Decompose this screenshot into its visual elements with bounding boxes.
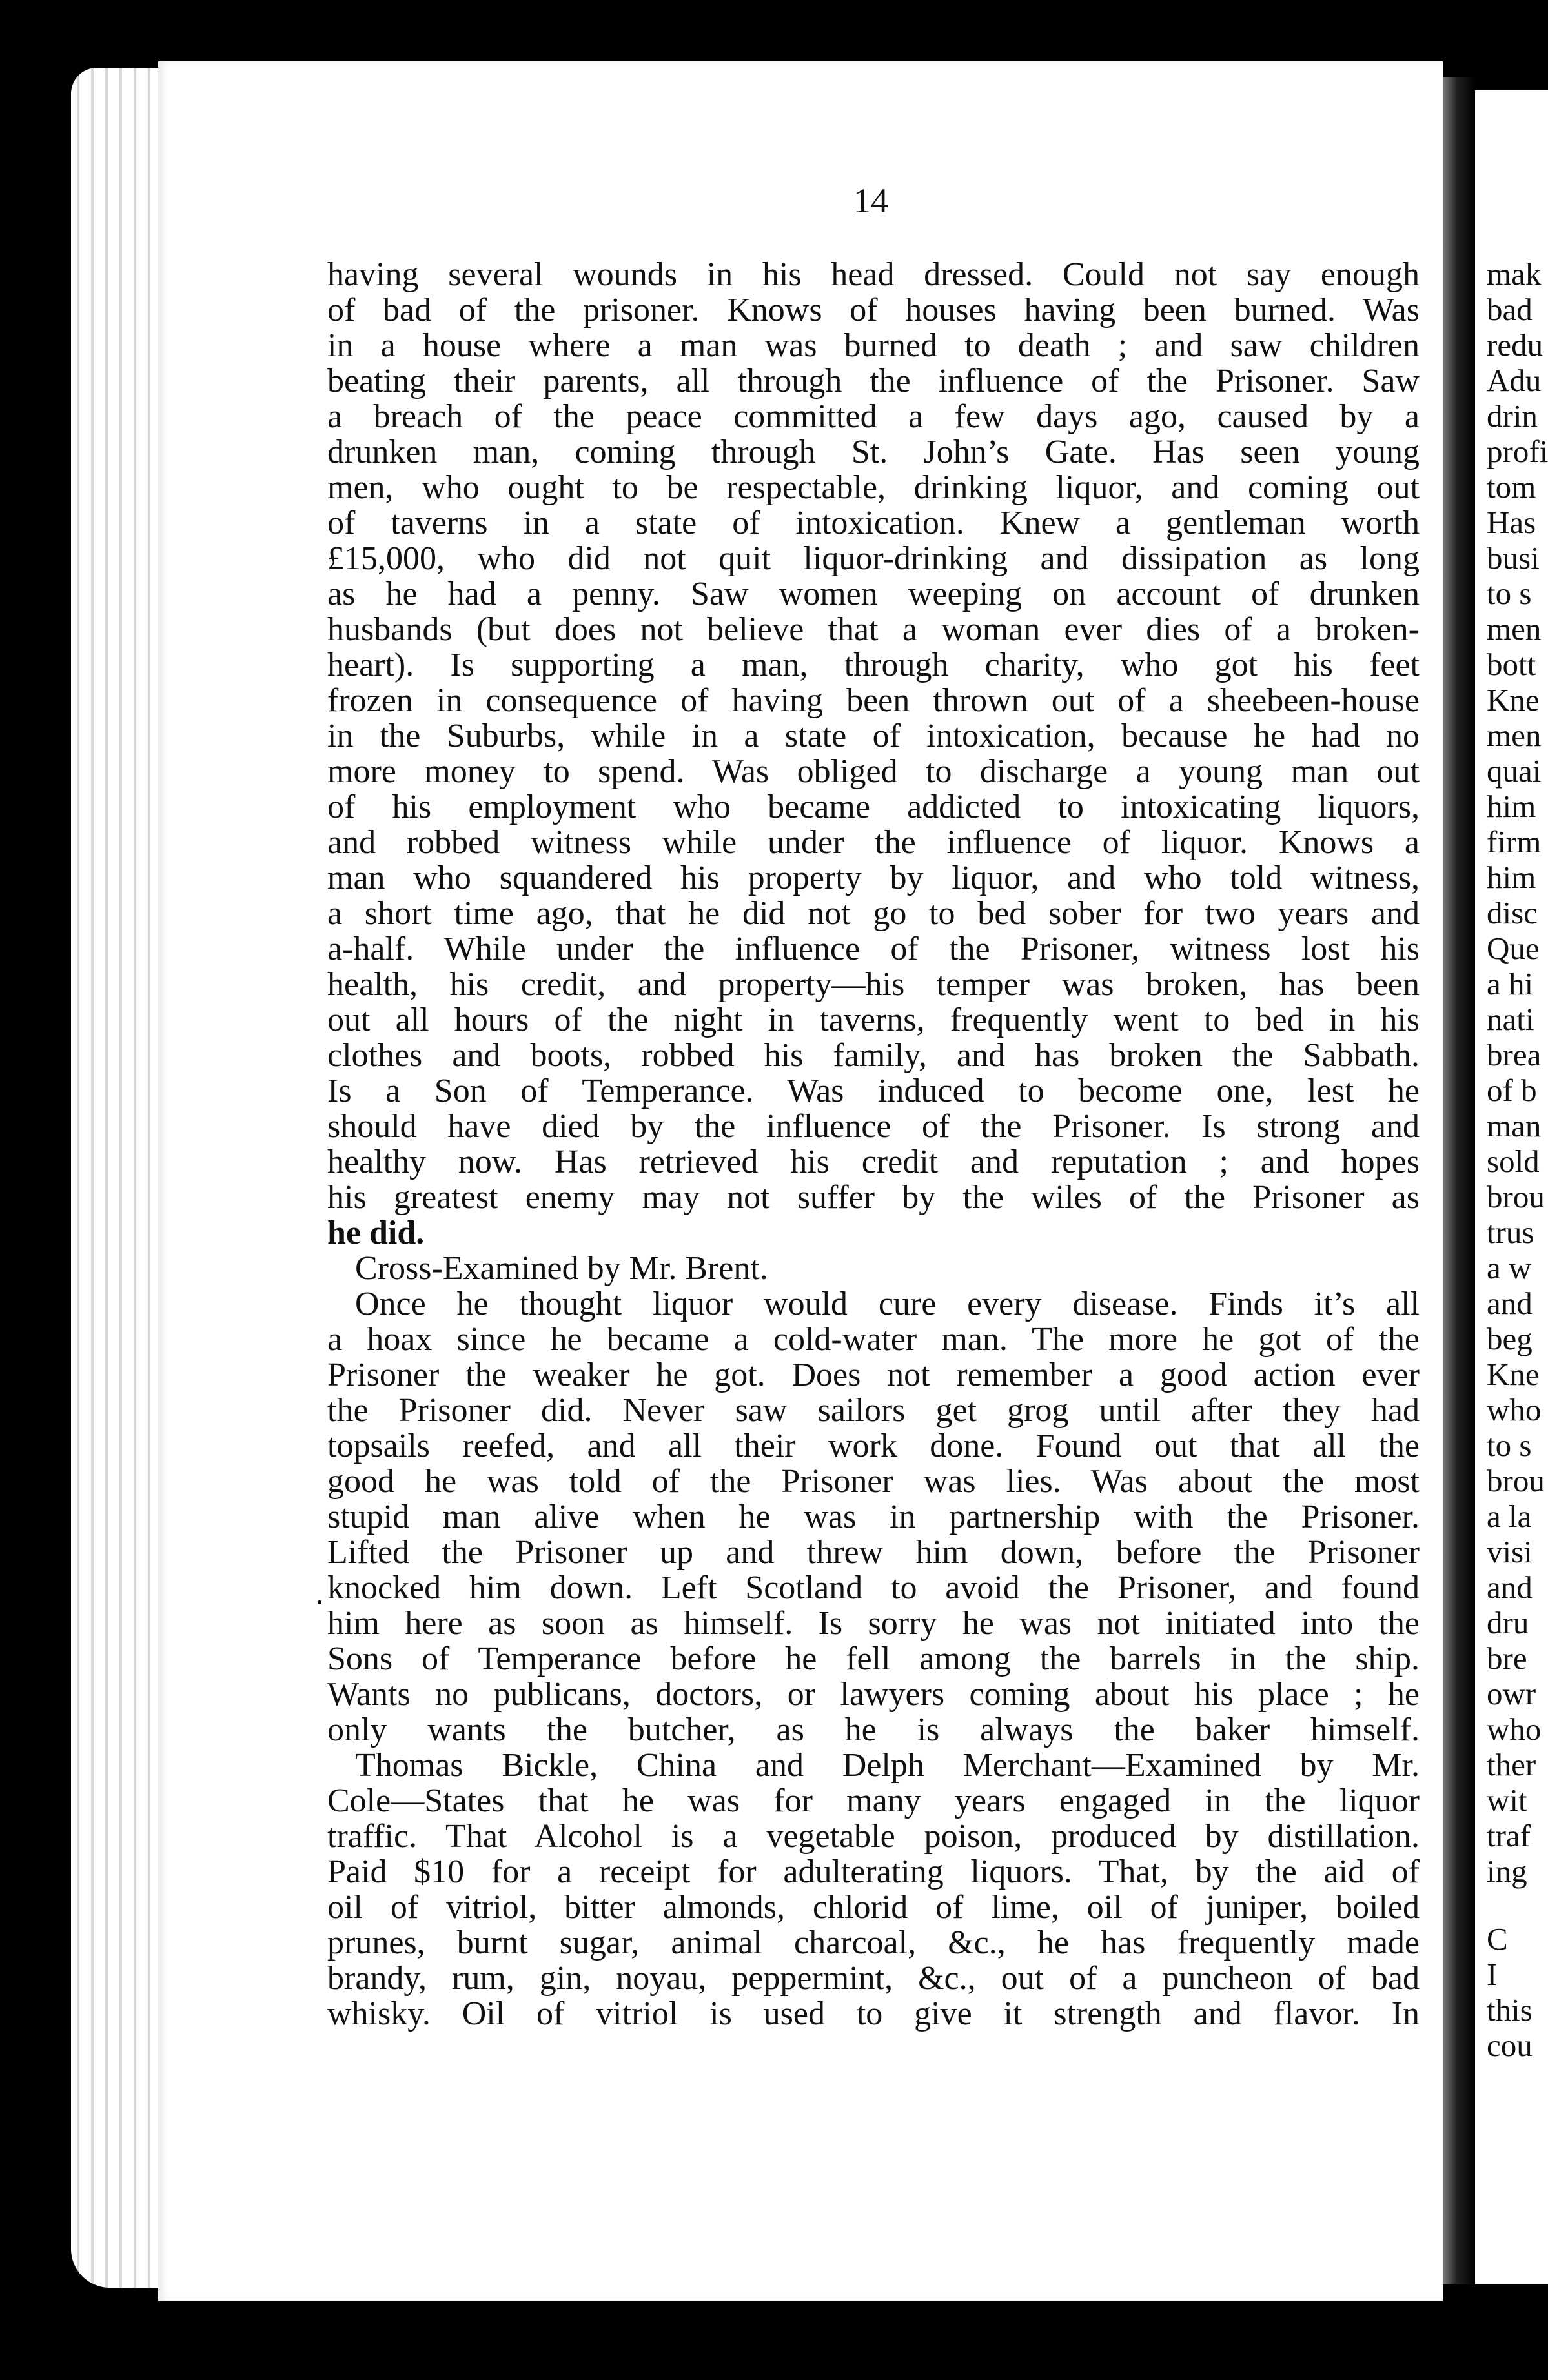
- text-line: his greatest enemy may not suffer by the wiles of the Prisoner as: [327, 1179, 1420, 1216]
- facing-page-line: visi: [1487, 1534, 1533, 1569]
- facing-page-line: cou: [1487, 2028, 1533, 2063]
- text-line: of his employment who became addicted to intoxicating liquors,: [327, 789, 1420, 825]
- text-line: and robbed witness while under the influence of liquor. Knows a: [327, 824, 1420, 861]
- text-line: men, who ought to be respectable, drinking liquor, and coming out: [327, 469, 1420, 506]
- text-line: oil of vitriol, bitter almonds, chlorid of lime, oil of juniper, boiled: [327, 1889, 1420, 1926]
- facing-page-line: dru: [1487, 1605, 1529, 1640]
- text-line: beating their parents, all through the influence of the Prisoner. Saw: [327, 363, 1420, 399]
- facing-page-line: ing: [1487, 1853, 1527, 1889]
- facing-page-line: Kne: [1487, 682, 1540, 718]
- text-line: traffic. That Alcohol is a vegetable poison, produced by distillation.: [327, 1818, 1420, 1855]
- facing-page-line: sold: [1487, 1144, 1540, 1179]
- facing-page-line: men: [1487, 718, 1542, 753]
- text-line: Lifted the Prisoner up and threw him down, before the Prisoner: [327, 1534, 1420, 1571]
- text-line: whisky. Oil of vitriol is used to give it strength and flavor. In: [327, 1995, 1420, 2032]
- text-line: health, his credit, and property—his temper was broken, has been: [327, 966, 1420, 1003]
- facing-page-line: beg: [1487, 1321, 1533, 1356]
- facing-page-line: mak: [1487, 256, 1542, 292]
- facing-page-line: wit: [1487, 1782, 1527, 1818]
- text-line: good he was told of the Prisoner was lies. Was about the most: [327, 1463, 1420, 1500]
- text-line: he did.: [327, 1215, 425, 1251]
- facing-page-line: profi: [1487, 434, 1548, 469]
- facing-page-line: him: [1487, 860, 1536, 895]
- text-line: him here as soon as himself. Is sorry he was not initiated into the: [327, 1605, 1420, 1642]
- facing-page-line: trus: [1487, 1215, 1534, 1250]
- text-line: should have died by the influence of the Prisoner. Is strong and: [327, 1108, 1420, 1145]
- text-line: stupid man alive when he was in partnership with the Prisoner.: [327, 1498, 1420, 1535]
- facing-page-line: owr: [1487, 1676, 1536, 1711]
- facing-page-line: Que: [1487, 931, 1540, 966]
- text-line: more money to spend. Was obliged to discharge a young man out: [327, 753, 1420, 790]
- facing-page-line: firm: [1487, 824, 1542, 860]
- facing-page: [1475, 90, 1548, 2284]
- facing-page-line: tom: [1487, 469, 1536, 505]
- text-line: as he had a penny. Saw women weeping on account of drunken: [327, 576, 1420, 612]
- text-line: of taverns in a state of intoxication. Knew a gentleman worth: [327, 505, 1420, 541]
- facing-page-line: a hi: [1487, 966, 1534, 1002]
- book-gutter: [1443, 77, 1475, 2284]
- text-line: of bad of the prisoner. Knows of houses having been burned. Was: [327, 292, 1420, 328]
- text-line: Thomas Bickle, China and Delph Merchant—Examined by Mr.: [355, 1747, 1420, 1784]
- facing-page-line: C: [1487, 1921, 1508, 1957]
- text-line: Prisoner the weaker he got. Does not remember a good action ever: [327, 1356, 1420, 1393]
- facing-page-line: Kne: [1487, 1356, 1540, 1392]
- facing-page-line: to s: [1487, 576, 1532, 611]
- facing-page-line: him: [1487, 789, 1536, 824]
- text-line: £15,000, who did not quit liquor-drinking and dissipation as long: [327, 540, 1420, 577]
- facing-page-line: traf: [1487, 1818, 1531, 1853]
- facing-page-line: bre: [1487, 1640, 1527, 1676]
- facing-page-line: brou: [1487, 1179, 1545, 1215]
- facing-page-line: and: [1487, 1286, 1533, 1321]
- text-line: Is a Son of Temperance. Was induced to become one, lest he: [327, 1073, 1420, 1109]
- text-line: brandy, rum, gin, noyau, peppermint, &c., out of a puncheon of bad: [327, 1960, 1420, 1997]
- facing-page-line: bott: [1487, 647, 1536, 682]
- facing-page-line: quai: [1487, 753, 1542, 789]
- text-line: prunes, burnt sugar, animal charcoal, &c., he has frequently made: [327, 1924, 1420, 1961]
- text-line: man who squandered his property by liquor, and who told witness,: [327, 860, 1420, 896]
- facing-page-line: this: [1487, 1992, 1533, 2028]
- facing-page-line: nati: [1487, 1002, 1534, 1037]
- text-line: having several wounds in his head dressed. Could not say enough: [327, 256, 1420, 293]
- facing-page-line: who: [1487, 1711, 1542, 1747]
- facing-page-line: Has: [1487, 505, 1536, 540]
- text-line: in the Suburbs, while in a state of intoxication, because he had no: [327, 718, 1420, 754]
- text-line: only wants the butcher, as he is always the baker himself.: [327, 1711, 1420, 1748]
- text-line: Paid $10 for a receipt for adulterating liquors. That, by the aid of: [327, 1853, 1420, 1890]
- text-line: topsails reefed, and all their work done. Found out that all the: [327, 1427, 1420, 1464]
- text-line: knocked him down. Left Scotland to avoid the Prisoner, and found: [327, 1569, 1420, 1606]
- facing-page-line: of b: [1487, 1073, 1537, 1108]
- text-line: the Prisoner did. Never saw sailors get grog until after they had: [327, 1392, 1420, 1429]
- facing-page-line: disc: [1487, 895, 1538, 931]
- text-line: healthy now. Has retrieved his credit and reputation ; and hopes: [327, 1144, 1420, 1180]
- facing-page-line: who: [1487, 1392, 1542, 1427]
- text-line: Cole—States that he was for many years engaged in the liquor: [327, 1782, 1420, 1819]
- facing-page-line: bad: [1487, 292, 1533, 327]
- section-heading: Cross-Examined by Mr. Brent.: [355, 1250, 768, 1287]
- facing-page-line: I: [1487, 1957, 1498, 1992]
- facing-page-line: man: [1487, 1108, 1542, 1144]
- text-line: clothes and boots, robbed his family, and has broken the Sabbath.: [327, 1037, 1420, 1074]
- text-line: heart). Is supporting a man, through charity, who got his feet: [327, 647, 1420, 683]
- facing-page-line: a la: [1487, 1498, 1532, 1534]
- text-line: a breach of the peace committed a few days ago, caused by a: [327, 398, 1420, 435]
- text-line: Once he thought liquor would cure every disease. Finds it’s all: [355, 1286, 1420, 1322]
- text-line: frozen in consequence of having been thrown out of a sheebeen-house: [327, 682, 1420, 719]
- facing-page-line: brou: [1487, 1463, 1545, 1498]
- facing-page-line: men: [1487, 611, 1542, 647]
- text-line: Sons of Temperance before he fell among the barrels in the ship.: [327, 1640, 1420, 1677]
- text-line: a-half. While under the influence of the Prisoner, witness lost his: [327, 931, 1420, 967]
- text-line: Wants no publicans, doctors, or lawyers coming about his place ; he: [327, 1676, 1420, 1713]
- text-line: husbands (but does not believe that a woman ever dies of a broken-: [327, 611, 1420, 648]
- facing-page-line: ther: [1487, 1747, 1536, 1782]
- margin-mark: [318, 1600, 321, 1604]
- facing-page-line: Adu: [1487, 363, 1542, 398]
- facing-page-line: redu: [1487, 327, 1543, 363]
- facing-page-line: drin: [1487, 398, 1538, 434]
- facing-page-line: and: [1487, 1569, 1533, 1605]
- text-line: out all hours of the night in taverns, frequently went to bed in his: [327, 1002, 1420, 1038]
- page-number: 14: [853, 181, 888, 220]
- facing-page-line: to s: [1487, 1427, 1532, 1463]
- facing-page-line: a w: [1487, 1250, 1532, 1286]
- facing-page-line: brea: [1487, 1037, 1542, 1073]
- text-line: a hoax since he became a cold-water man. The more he got of the: [327, 1321, 1420, 1358]
- text-line: a short time ago, that he did not go to bed sober for two years and: [327, 895, 1420, 932]
- text-line: in a house where a man was burned to death ; and saw children: [327, 327, 1420, 364]
- text-line: drunken man, coming through St. John’s Gate. Has seen young: [327, 434, 1420, 470]
- facing-page-line: busi: [1487, 540, 1540, 576]
